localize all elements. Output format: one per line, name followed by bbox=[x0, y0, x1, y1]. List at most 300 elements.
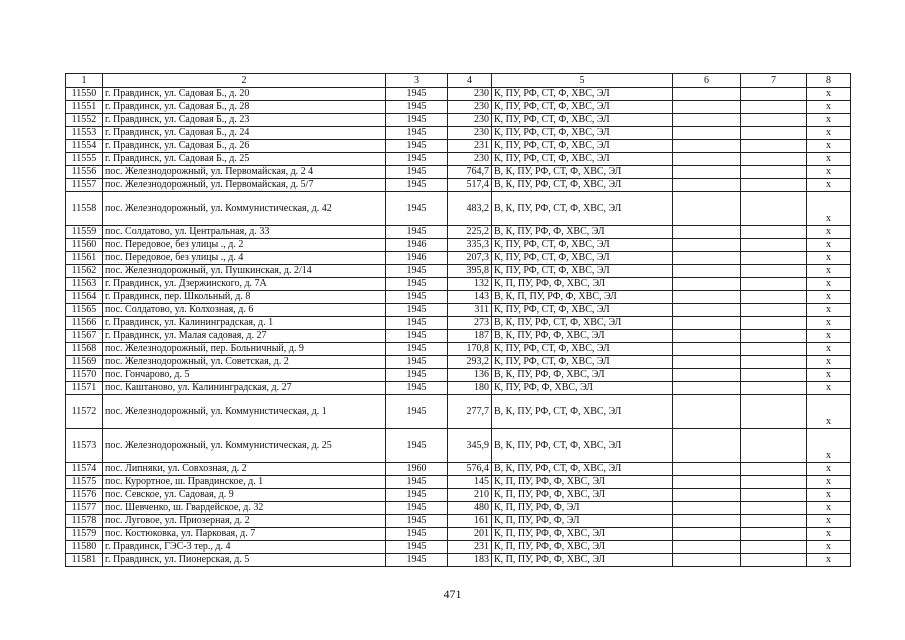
column-6-cell bbox=[673, 395, 741, 429]
utilities-cell: К, ПУ, РФ, СТ, Ф, ХВС, ЭЛ bbox=[492, 88, 673, 101]
utilities-cell: К, ПУ, РФ, СТ, Ф, ХВС, ЭЛ bbox=[492, 114, 673, 127]
column-6-cell bbox=[673, 101, 741, 114]
mark-cell: х bbox=[807, 304, 851, 317]
record-number-cell: 11564 bbox=[66, 291, 103, 304]
address-cell: пос. Железнодорожный, ул. Коммунистическая, д. 25 bbox=[103, 429, 386, 463]
address-cell: пос. Солдатово, ул. Колхозная, д. 6 bbox=[103, 304, 386, 317]
year-built-cell: 1945 bbox=[386, 554, 448, 567]
address-cell: г. Правдинск, ГЭС-3 тер., д. 4 bbox=[103, 541, 386, 554]
address-cell: г. Правдинск, ул. Садовая Б., д. 26 bbox=[103, 140, 386, 153]
column-6-cell bbox=[673, 382, 741, 395]
utilities-cell: К, ПУ, РФ, СТ, Ф, ХВС, ЭЛ bbox=[492, 356, 673, 369]
address-cell: г. Правдинск, ул. Садовая Б., д. 24 bbox=[103, 127, 386, 140]
year-built-cell: 1945 bbox=[386, 304, 448, 317]
column-7-cell bbox=[741, 265, 807, 278]
column-6-cell bbox=[673, 252, 741, 265]
table-row bbox=[66, 166, 851, 179]
column-6-cell bbox=[673, 429, 741, 463]
address-cell: пос. Железнодорожный, ул. Коммунистическая, д. 1 bbox=[103, 395, 386, 429]
utilities-cell: В, К, ПУ, РФ, Ф, ХВС, ЭЛ bbox=[492, 226, 673, 239]
area-cell: 517,4 bbox=[448, 179, 492, 192]
column-7-cell bbox=[741, 166, 807, 179]
area-cell: 576,4 bbox=[448, 463, 492, 476]
table-row bbox=[66, 515, 851, 528]
column-7-cell bbox=[741, 489, 807, 502]
housing-register-table bbox=[65, 73, 851, 567]
column-6-cell bbox=[673, 476, 741, 489]
column-6-cell bbox=[673, 278, 741, 291]
year-built-cell: 1945 bbox=[386, 429, 448, 463]
utilities-cell: К, П, ПУ, РФ, Ф, ХВС, ЭЛ bbox=[492, 489, 673, 502]
record-number-cell: 11567 bbox=[66, 330, 103, 343]
column-7-cell bbox=[741, 330, 807, 343]
year-built-cell: 1945 bbox=[386, 502, 448, 515]
area-cell: 230 bbox=[448, 153, 492, 166]
column-6-cell bbox=[673, 541, 741, 554]
column-7-cell bbox=[741, 127, 807, 140]
area-cell: 183 bbox=[448, 554, 492, 567]
table-row bbox=[66, 489, 851, 502]
utilities-cell: В, К, ПУ, РФ, Ф, ХВС, ЭЛ bbox=[492, 369, 673, 382]
record-number-cell: 11558 bbox=[66, 192, 103, 226]
record-number-cell: 11565 bbox=[66, 304, 103, 317]
table-row bbox=[66, 304, 851, 317]
table-row bbox=[66, 153, 851, 166]
column-6-cell bbox=[673, 554, 741, 567]
year-built-cell: 1945 bbox=[386, 127, 448, 140]
area-cell: 230 bbox=[448, 88, 492, 101]
record-number-cell: 11568 bbox=[66, 343, 103, 356]
record-number-cell: 11562 bbox=[66, 265, 103, 278]
utilities-cell: В, К, ПУ, РФ, СТ, Ф, ХВС, ЭЛ bbox=[492, 192, 673, 226]
year-built-cell: 1945 bbox=[386, 330, 448, 343]
year-built-cell: 1945 bbox=[386, 515, 448, 528]
column-7-cell bbox=[741, 226, 807, 239]
mark-cell: х bbox=[807, 226, 851, 239]
area-cell: 395,8 bbox=[448, 265, 492, 278]
address-cell: г. Правдинск, ул. Дзержинского, д. 7А bbox=[103, 278, 386, 291]
year-built-cell: 1945 bbox=[386, 382, 448, 395]
area-cell: 273 bbox=[448, 317, 492, 330]
utilities-cell: К, ПУ, РФ, СТ, Ф, ХВС, ЭЛ bbox=[492, 153, 673, 166]
address-cell: г. Правдинск, ул. Садовая Б., д. 23 bbox=[103, 114, 386, 127]
column-6-cell bbox=[673, 239, 741, 252]
utilities-cell: В, К, ПУ, РФ, СТ, Ф, ХВС, ЭЛ bbox=[492, 463, 673, 476]
mark-cell: х bbox=[807, 239, 851, 252]
column-6-cell bbox=[673, 291, 741, 304]
utilities-cell: К, ПУ, РФ, СТ, Ф, ХВС, ЭЛ bbox=[492, 140, 673, 153]
area-cell: 480 bbox=[448, 502, 492, 515]
record-number-cell: 11569 bbox=[66, 356, 103, 369]
address-cell: пос. Железнодорожный, ул. Первомайская, д. 5/7 bbox=[103, 179, 386, 192]
column-6-cell bbox=[673, 369, 741, 382]
address-cell: г. Правдинск, ул. Садовая Б., д. 25 bbox=[103, 153, 386, 166]
column-7-cell bbox=[741, 88, 807, 101]
column-6-cell bbox=[673, 192, 741, 226]
column-6-cell bbox=[673, 304, 741, 317]
area-cell: 345,9 bbox=[448, 429, 492, 463]
year-built-cell: 1945 bbox=[386, 153, 448, 166]
record-number-cell: 11573 bbox=[66, 429, 103, 463]
record-number-cell: 11577 bbox=[66, 502, 103, 515]
record-number-cell: 11551 bbox=[66, 101, 103, 114]
area-cell: 483,2 bbox=[448, 192, 492, 226]
address-cell: г. Правдинск, пер. Школьный, д. 8 bbox=[103, 291, 386, 304]
table-row bbox=[66, 554, 851, 567]
table-row bbox=[66, 382, 851, 395]
area-cell: 187 bbox=[448, 330, 492, 343]
table-body bbox=[66, 74, 851, 567]
record-number-cell: 11579 bbox=[66, 528, 103, 541]
table-row bbox=[66, 278, 851, 291]
area-cell: 210 bbox=[448, 489, 492, 502]
header-cell-1: 1 bbox=[66, 74, 103, 88]
year-built-cell: 1945 bbox=[386, 395, 448, 429]
utilities-cell: К, П, ПУ, РФ, Ф, ЭЛ bbox=[492, 515, 673, 528]
utilities-cell: В, К, П, ПУ, РФ, Ф, ХВС, ЭЛ bbox=[492, 291, 673, 304]
column-7-cell bbox=[741, 179, 807, 192]
mark-cell: х bbox=[807, 463, 851, 476]
header-cell-5: 5 bbox=[492, 74, 673, 88]
year-built-cell: 1945 bbox=[386, 265, 448, 278]
record-number-cell: 11561 bbox=[66, 252, 103, 265]
record-number-cell: 11566 bbox=[66, 317, 103, 330]
column-6-cell bbox=[673, 502, 741, 515]
column-7-cell bbox=[741, 192, 807, 226]
address-cell: пос. Железнодорожный, ул. Первомайская, д. 2 4 bbox=[103, 166, 386, 179]
table-row bbox=[66, 541, 851, 554]
area-cell: 293,2 bbox=[448, 356, 492, 369]
utilities-cell: К, ПУ, РФ, СТ, Ф, ХВС, ЭЛ bbox=[492, 127, 673, 140]
column-6-cell bbox=[673, 356, 741, 369]
utilities-cell: К, П, ПУ, РФ, Ф, ХВС, ЭЛ bbox=[492, 528, 673, 541]
mark-cell: х bbox=[807, 192, 851, 226]
address-cell: г. Правдинск, ул. Садовая Б., д. 28 bbox=[103, 101, 386, 114]
address-cell: пос. Луговое, ул. Приозерная, д. 2 bbox=[103, 515, 386, 528]
page-number: 471 bbox=[443, 587, 462, 601]
table-row bbox=[66, 429, 851, 463]
year-built-cell: 1945 bbox=[386, 291, 448, 304]
table-row bbox=[66, 330, 851, 343]
record-number-cell: 11555 bbox=[66, 153, 103, 166]
table-row bbox=[66, 226, 851, 239]
utilities-cell: В, К, ПУ, РФ, СТ, Ф, ХВС, ЭЛ bbox=[492, 395, 673, 429]
mark-cell: х bbox=[807, 127, 851, 140]
column-7-cell bbox=[741, 395, 807, 429]
record-number-cell: 11563 bbox=[66, 278, 103, 291]
year-built-cell: 1945 bbox=[386, 476, 448, 489]
column-7-cell bbox=[741, 317, 807, 330]
column-7-cell bbox=[741, 304, 807, 317]
column-6-cell bbox=[673, 88, 741, 101]
mark-cell: х bbox=[807, 252, 851, 265]
table-row bbox=[66, 476, 851, 489]
area-cell: 231 bbox=[448, 140, 492, 153]
area-cell: 230 bbox=[448, 101, 492, 114]
column-7-cell bbox=[741, 356, 807, 369]
column-7-cell bbox=[741, 252, 807, 265]
table-row bbox=[66, 502, 851, 515]
record-number-cell: 11560 bbox=[66, 239, 103, 252]
area-cell: 170,8 bbox=[448, 343, 492, 356]
address-cell: г. Правдинск, ул. Калининградская, д. 1 bbox=[103, 317, 386, 330]
table-row bbox=[66, 343, 851, 356]
utilities-cell: К, ПУ, РФ, Ф, ХВС, ЭЛ bbox=[492, 382, 673, 395]
column-6-cell bbox=[673, 179, 741, 192]
table-row bbox=[66, 463, 851, 476]
utilities-cell: К, П, ПУ, РФ, Ф, ХВС, ЭЛ bbox=[492, 278, 673, 291]
mark-cell: х bbox=[807, 429, 851, 463]
table-row bbox=[66, 528, 851, 541]
area-cell: 230 bbox=[448, 114, 492, 127]
utilities-cell: К, ПУ, РФ, СТ, Ф, ХВС, ЭЛ bbox=[492, 304, 673, 317]
year-built-cell: 1960 bbox=[386, 463, 448, 476]
column-7-cell bbox=[741, 278, 807, 291]
address-cell: пос. Шевченко, ш. Гвардейское, д. 32 bbox=[103, 502, 386, 515]
table-row bbox=[66, 239, 851, 252]
year-built-cell: 1945 bbox=[386, 192, 448, 226]
column-6-cell bbox=[673, 140, 741, 153]
area-cell: 207,3 bbox=[448, 252, 492, 265]
header-cell-6: 6 bbox=[673, 74, 741, 88]
mark-cell: х bbox=[807, 140, 851, 153]
utilities-cell: К, П, ПУ, РФ, Ф, ХВС, ЭЛ bbox=[492, 541, 673, 554]
column-7-cell bbox=[741, 239, 807, 252]
column-6-cell bbox=[673, 166, 741, 179]
mark-cell: х bbox=[807, 179, 851, 192]
column-7-cell bbox=[741, 541, 807, 554]
mark-cell: х bbox=[807, 356, 851, 369]
year-built-cell: 1945 bbox=[386, 343, 448, 356]
column-6-cell bbox=[673, 127, 741, 140]
mark-cell: х bbox=[807, 554, 851, 567]
year-built-cell: 1945 bbox=[386, 528, 448, 541]
mark-cell: х bbox=[807, 330, 851, 343]
year-built-cell: 1945 bbox=[386, 226, 448, 239]
table-row bbox=[66, 356, 851, 369]
table-row bbox=[66, 291, 851, 304]
header-cell-2: 2 bbox=[103, 74, 386, 88]
area-cell: 201 bbox=[448, 528, 492, 541]
record-number-cell: 11574 bbox=[66, 463, 103, 476]
mark-cell: х bbox=[807, 88, 851, 101]
year-built-cell: 1945 bbox=[386, 114, 448, 127]
area-cell: 136 bbox=[448, 369, 492, 382]
mark-cell: х bbox=[807, 343, 851, 356]
mark-cell: х bbox=[807, 502, 851, 515]
table-row bbox=[66, 192, 851, 226]
year-built-cell: 1945 bbox=[386, 369, 448, 382]
utilities-cell: В, К, ПУ, РФ, СТ, Ф, ХВС, ЭЛ bbox=[492, 166, 673, 179]
record-number-cell: 11552 bbox=[66, 114, 103, 127]
column-6-cell bbox=[673, 528, 741, 541]
record-number-cell: 11559 bbox=[66, 226, 103, 239]
area-cell: 225,2 bbox=[448, 226, 492, 239]
address-cell: пос. Передовое, без улицы ., д. 2 bbox=[103, 239, 386, 252]
area-cell: 180 bbox=[448, 382, 492, 395]
mark-cell: х bbox=[807, 489, 851, 502]
address-cell: пос. Липняки, ул. Совхозная, д. 2 bbox=[103, 463, 386, 476]
column-6-cell bbox=[673, 330, 741, 343]
mark-cell: х bbox=[807, 476, 851, 489]
address-cell: г. Правдинск, ул. Малая садовая, д. 27 bbox=[103, 330, 386, 343]
year-built-cell: 1945 bbox=[386, 317, 448, 330]
table-row bbox=[66, 252, 851, 265]
column-7-cell bbox=[741, 528, 807, 541]
area-cell: 231 bbox=[448, 541, 492, 554]
table-row bbox=[66, 265, 851, 278]
mark-cell: х bbox=[807, 101, 851, 114]
header-cell-4: 4 bbox=[448, 74, 492, 88]
record-number-cell: 11575 bbox=[66, 476, 103, 489]
utilities-cell: В, К, ПУ, РФ, СТ, Ф, ХВС, ЭЛ bbox=[492, 179, 673, 192]
table-row bbox=[66, 317, 851, 330]
table-row bbox=[66, 127, 851, 140]
table-row bbox=[66, 101, 851, 114]
year-built-cell: 1945 bbox=[386, 179, 448, 192]
utilities-cell: К, ПУ, РФ, СТ, Ф, ХВС, ЭЛ bbox=[492, 252, 673, 265]
column-6-cell bbox=[673, 265, 741, 278]
address-cell: пос. Курортное, ш. Правдинское, д. 1 bbox=[103, 476, 386, 489]
column-7-cell bbox=[741, 554, 807, 567]
record-number-cell: 11571 bbox=[66, 382, 103, 395]
address-cell: пос. Севское, ул. Садовая, д. 9 bbox=[103, 489, 386, 502]
area-cell: 143 bbox=[448, 291, 492, 304]
record-number-cell: 11581 bbox=[66, 554, 103, 567]
column-7-cell bbox=[741, 140, 807, 153]
table-row bbox=[66, 140, 851, 153]
area-cell: 230 bbox=[448, 127, 492, 140]
address-cell: пос. Железнодорожный, ул. Советская, д. 2 bbox=[103, 356, 386, 369]
record-number-cell: 11557 bbox=[66, 179, 103, 192]
column-6-cell bbox=[673, 515, 741, 528]
header-row bbox=[66, 74, 851, 88]
year-built-cell: 1946 bbox=[386, 239, 448, 252]
mark-cell: х bbox=[807, 515, 851, 528]
record-number-cell: 11550 bbox=[66, 88, 103, 101]
mark-cell: х bbox=[807, 265, 851, 278]
year-built-cell: 1945 bbox=[386, 356, 448, 369]
table-row bbox=[66, 114, 851, 127]
column-6-cell bbox=[673, 463, 741, 476]
column-6-cell bbox=[673, 153, 741, 166]
column-7-cell bbox=[741, 463, 807, 476]
record-number-cell: 11554 bbox=[66, 140, 103, 153]
area-cell: 277,7 bbox=[448, 395, 492, 429]
mark-cell: х bbox=[807, 166, 851, 179]
address-cell: пос. Железнодорожный, ул. Пушкинская, д. 2/14 bbox=[103, 265, 386, 278]
record-number-cell: 11572 bbox=[66, 395, 103, 429]
address-cell: пос. Передовое, без улицы ., д. 4 bbox=[103, 252, 386, 265]
column-6-cell bbox=[673, 114, 741, 127]
year-built-cell: 1945 bbox=[386, 489, 448, 502]
mark-cell: х bbox=[807, 541, 851, 554]
header-cell-3: 3 bbox=[386, 74, 448, 88]
mark-cell: х bbox=[807, 291, 851, 304]
record-number-cell: 11556 bbox=[66, 166, 103, 179]
utilities-cell: К, ПУ, РФ, СТ, Ф, ХВС, ЭЛ bbox=[492, 239, 673, 252]
mark-cell: х bbox=[807, 528, 851, 541]
column-7-cell bbox=[741, 476, 807, 489]
area-cell: 132 bbox=[448, 278, 492, 291]
year-built-cell: 1945 bbox=[386, 278, 448, 291]
area-cell: 764,7 bbox=[448, 166, 492, 179]
address-cell: пос. Солдатово, ул. Центральная, д. 33 bbox=[103, 226, 386, 239]
utilities-cell: К, П, ПУ, РФ, Ф, ХВС, ЭЛ bbox=[492, 476, 673, 489]
table-row bbox=[66, 88, 851, 101]
utilities-cell: К, ПУ, РФ, СТ, Ф, ХВС, ЭЛ bbox=[492, 101, 673, 114]
column-7-cell bbox=[741, 101, 807, 114]
column-6-cell bbox=[673, 226, 741, 239]
column-7-cell bbox=[741, 153, 807, 166]
mark-cell: х bbox=[807, 317, 851, 330]
address-cell: пос. Каштаново, ул. Калининградская, д. 27 bbox=[103, 382, 386, 395]
address-cell: г. Правдинск, ул. Садовая Б., д. 20 bbox=[103, 88, 386, 101]
address-cell: пос. Костюковка, ул. Парковая, д. 7 bbox=[103, 528, 386, 541]
record-number-cell: 11578 bbox=[66, 515, 103, 528]
address-cell: г. Правдинск, ул. Пионерская, д. 5 bbox=[103, 554, 386, 567]
column-7-cell bbox=[741, 114, 807, 127]
year-built-cell: 1945 bbox=[386, 88, 448, 101]
utilities-cell: К, П, ПУ, РФ, Ф, ХВС, ЭЛ bbox=[492, 554, 673, 567]
mark-cell: х bbox=[807, 395, 851, 429]
table-row bbox=[66, 395, 851, 429]
year-built-cell: 1945 bbox=[386, 101, 448, 114]
utilities-cell: В, К, ПУ, РФ, Ф, ХВС, ЭЛ bbox=[492, 330, 673, 343]
year-built-cell: 1945 bbox=[386, 166, 448, 179]
address-cell: пос. Железнодорожный, ул. Коммунистическая, д. 42 bbox=[103, 192, 386, 226]
mark-cell: х bbox=[807, 114, 851, 127]
mark-cell: х bbox=[807, 278, 851, 291]
year-built-cell: 1946 bbox=[386, 252, 448, 265]
table-row bbox=[66, 179, 851, 192]
year-built-cell: 1945 bbox=[386, 541, 448, 554]
record-number-cell: 11570 bbox=[66, 369, 103, 382]
column-7-cell bbox=[741, 343, 807, 356]
address-cell: пос. Железнодорожный, пер. Больничный, д. 9 bbox=[103, 343, 386, 356]
utilities-cell: К, П, ПУ, РФ, Ф, ЭЛ bbox=[492, 502, 673, 515]
utilities-cell: В, К, ПУ, РФ, СТ, Ф, ХВС, ЭЛ bbox=[492, 429, 673, 463]
area-cell: 311 bbox=[448, 304, 492, 317]
utilities-cell: К, ПУ, РФ, СТ, Ф, ХВС, ЭЛ bbox=[492, 265, 673, 278]
column-6-cell bbox=[673, 343, 741, 356]
record-number-cell: 11580 bbox=[66, 541, 103, 554]
table-row bbox=[66, 369, 851, 382]
column-7-cell bbox=[741, 502, 807, 515]
header-cell-7: 7 bbox=[741, 74, 807, 88]
column-7-cell bbox=[741, 382, 807, 395]
column-6-cell bbox=[673, 489, 741, 502]
area-cell: 335,3 bbox=[448, 239, 492, 252]
column-7-cell bbox=[741, 369, 807, 382]
utilities-cell: В, К, ПУ, РФ, СТ, Ф, ХВС, ЭЛ bbox=[492, 317, 673, 330]
column-7-cell bbox=[741, 429, 807, 463]
address-cell: пос. Гончарово, д. 5 bbox=[103, 369, 386, 382]
mark-cell: х bbox=[807, 153, 851, 166]
column-6-cell bbox=[673, 317, 741, 330]
utilities-cell: К, ПУ, РФ, СТ, Ф, ХВС, ЭЛ bbox=[492, 343, 673, 356]
record-number-cell: 11576 bbox=[66, 489, 103, 502]
header-cell-8: 8 bbox=[807, 74, 851, 88]
mark-cell: х bbox=[807, 369, 851, 382]
record-number-cell: 11553 bbox=[66, 127, 103, 140]
area-cell: 161 bbox=[448, 515, 492, 528]
mark-cell: х bbox=[807, 382, 851, 395]
area-cell: 145 bbox=[448, 476, 492, 489]
year-built-cell: 1945 bbox=[386, 140, 448, 153]
column-7-cell bbox=[741, 291, 807, 304]
column-7-cell bbox=[741, 515, 807, 528]
